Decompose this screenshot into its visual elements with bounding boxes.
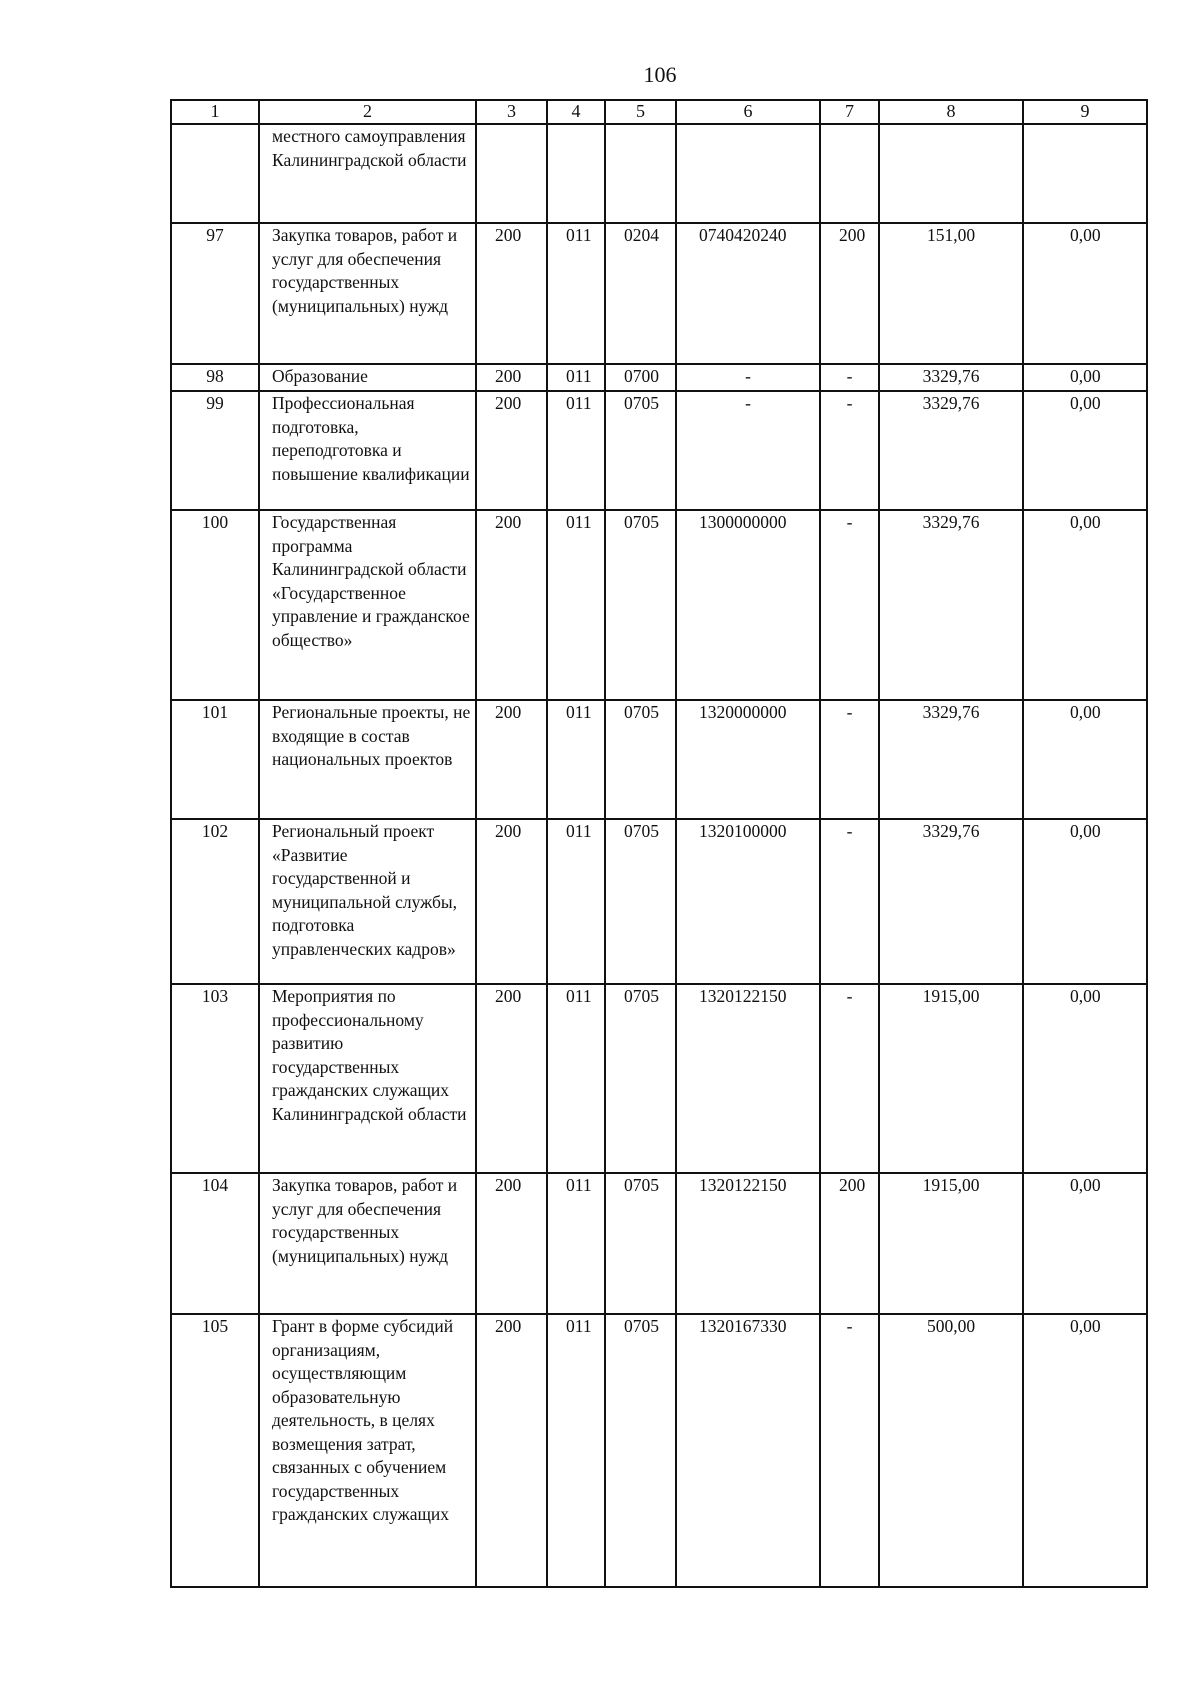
cell-col6 <box>676 124 820 223</box>
column-header: 6 <box>676 100 820 124</box>
cell-col3: 200 <box>476 819 547 984</box>
cell-col8: 3329,76 <box>879 700 1023 819</box>
table-row <box>171 984 1147 1173</box>
cell-col3: 200 <box>476 984 547 1173</box>
row-number: 100 <box>171 510 259 700</box>
cell-col6: 1320122150 <box>676 984 820 1173</box>
column-header: 4 <box>547 100 605 124</box>
table-row <box>171 1173 1147 1314</box>
row-number: 98 <box>171 364 259 391</box>
column-header: 3 <box>476 100 547 124</box>
row-name: Профессиональная подготовка, переподготовка и повышение квалификации <box>259 391 476 510</box>
cell-col3 <box>476 124 547 223</box>
row-name: Региональный проект «Развитие государственной и муниципальной службы, подготовка управленческих кадров» <box>259 819 476 984</box>
cell-col6: 1320122150 <box>676 1173 820 1314</box>
cell-col6: 1300000000 <box>676 510 820 700</box>
column-header: 5 <box>605 100 676 124</box>
cell-col4: 011 <box>547 510 605 700</box>
row-number: 105 <box>171 1314 259 1587</box>
cell-col8: 1915,00 <box>879 984 1023 1173</box>
cell-col3: 200 <box>476 223 547 364</box>
table-row <box>171 223 1147 364</box>
cell-col8: 151,00 <box>879 223 1023 364</box>
cell-col7 <box>820 124 879 223</box>
cell-col3: 200 <box>476 1173 547 1314</box>
cell-col4: 011 <box>547 819 605 984</box>
cell-col9: 0,00 <box>1023 1173 1147 1314</box>
row-number: 99 <box>171 391 259 510</box>
cell-col7: 200 <box>820 223 879 364</box>
row-name: Закупка товаров, работ и услуг для обеспечения государственных (муниципальных) нужд <box>259 1173 476 1314</box>
cell-col9: 0,00 <box>1023 391 1147 510</box>
cell-col5: 0705 <box>605 1314 676 1587</box>
row-name: Грант в форме субсидий организациям, осуществляющим образовательную деятельность, в целях возмещения затрат, связанных с обучением государственных гражданских служащих <box>259 1314 476 1587</box>
cell-col8: 1915,00 <box>879 1173 1023 1314</box>
cell-col6: 0740420240 <box>676 223 820 364</box>
cell-col4: 011 <box>547 984 605 1173</box>
cell-col6: 1320167330 <box>676 1314 820 1587</box>
cell-col6: 1320000000 <box>676 700 820 819</box>
cell-col4: 011 <box>547 223 605 364</box>
cell-col7: - <box>820 364 879 391</box>
cell-col8: 500,00 <box>879 1314 1023 1587</box>
column-header: 7 <box>820 100 879 124</box>
cell-col4: 011 <box>547 391 605 510</box>
cell-col5: 0705 <box>605 984 676 1173</box>
cell-col8: 3329,76 <box>879 819 1023 984</box>
column-header: 8 <box>879 100 1023 124</box>
table-row <box>171 124 1147 223</box>
cell-col4: 011 <box>547 1173 605 1314</box>
cell-col4: 011 <box>547 700 605 819</box>
table-row <box>171 510 1147 700</box>
cell-col7: - <box>820 1314 879 1587</box>
column-header: 2 <box>259 100 476 124</box>
cell-col6: - <box>676 391 820 510</box>
cell-col5: 0700 <box>605 364 676 391</box>
cell-col7: 200 <box>820 1173 879 1314</box>
cell-col9 <box>1023 124 1147 223</box>
cell-col7: - <box>820 984 879 1173</box>
cell-col9: 0,00 <box>1023 819 1147 984</box>
cell-col9: 0,00 <box>1023 700 1147 819</box>
row-name: Образование <box>259 364 476 391</box>
cell-col5: 0705 <box>605 1173 676 1314</box>
cell-col8: 3329,76 <box>879 391 1023 510</box>
budget-table <box>170 99 1148 1588</box>
cell-col6: - <box>676 364 820 391</box>
row-name: местного самоуправления Калининградской области <box>259 124 476 223</box>
page-number: 106 <box>643 62 677 87</box>
table-row <box>171 391 1147 510</box>
cell-col7: - <box>820 819 879 984</box>
cell-col7: - <box>820 391 879 510</box>
table-row <box>171 700 1147 819</box>
row-name: Региональные проекты, не входящие в состав национальных проектов <box>259 700 476 819</box>
cell-col7: - <box>820 700 879 819</box>
cell-col5: 0705 <box>605 700 676 819</box>
cell-col9: 0,00 <box>1023 364 1147 391</box>
table-row <box>171 1314 1147 1587</box>
cell-col3: 200 <box>476 391 547 510</box>
cell-col9: 0,00 <box>1023 1314 1147 1587</box>
cell-col8: 3329,76 <box>879 510 1023 700</box>
cell-col9: 0,00 <box>1023 223 1147 364</box>
cell-col4 <box>547 124 605 223</box>
row-number <box>171 124 259 223</box>
row-number: 97 <box>171 223 259 364</box>
cell-col5: 0705 <box>605 391 676 510</box>
row-number: 103 <box>171 984 259 1173</box>
cell-col9: 0,00 <box>1023 510 1147 700</box>
row-number: 102 <box>171 819 259 984</box>
cell-col3: 200 <box>476 510 547 700</box>
row-number: 101 <box>171 700 259 819</box>
cell-col3: 200 <box>476 700 547 819</box>
row-name: Мероприятия по профессиональному развитию государственных гражданских служащих Калининградской области <box>259 984 476 1173</box>
cell-col3: 200 <box>476 1314 547 1587</box>
row-name: Закупка товаров, работ и услуг для обеспечения государственных (муниципальных) нужд <box>259 223 476 364</box>
cell-col5: 0705 <box>605 510 676 700</box>
cell-col4: 011 <box>547 1314 605 1587</box>
table-row <box>171 364 1147 391</box>
row-number: 104 <box>171 1173 259 1314</box>
cell-col4: 011 <box>547 364 605 391</box>
cell-col5: 0705 <box>605 819 676 984</box>
cell-col9: 0,00 <box>1023 984 1147 1173</box>
cell-col3: 200 <box>476 364 547 391</box>
cell-col8: 3329,76 <box>879 364 1023 391</box>
column-header: 1 <box>171 100 259 124</box>
cell-col5: 0204 <box>605 223 676 364</box>
cell-col8 <box>879 124 1023 223</box>
header-row <box>171 100 1147 124</box>
column-header: 9 <box>1023 100 1147 124</box>
row-name: Государственная программа Калининградской области «Государственное управление и гражданское общество» <box>259 510 476 700</box>
cell-col5 <box>605 124 676 223</box>
cell-col7: - <box>820 510 879 700</box>
cell-col6: 1320100000 <box>676 819 820 984</box>
table-row <box>171 819 1147 984</box>
